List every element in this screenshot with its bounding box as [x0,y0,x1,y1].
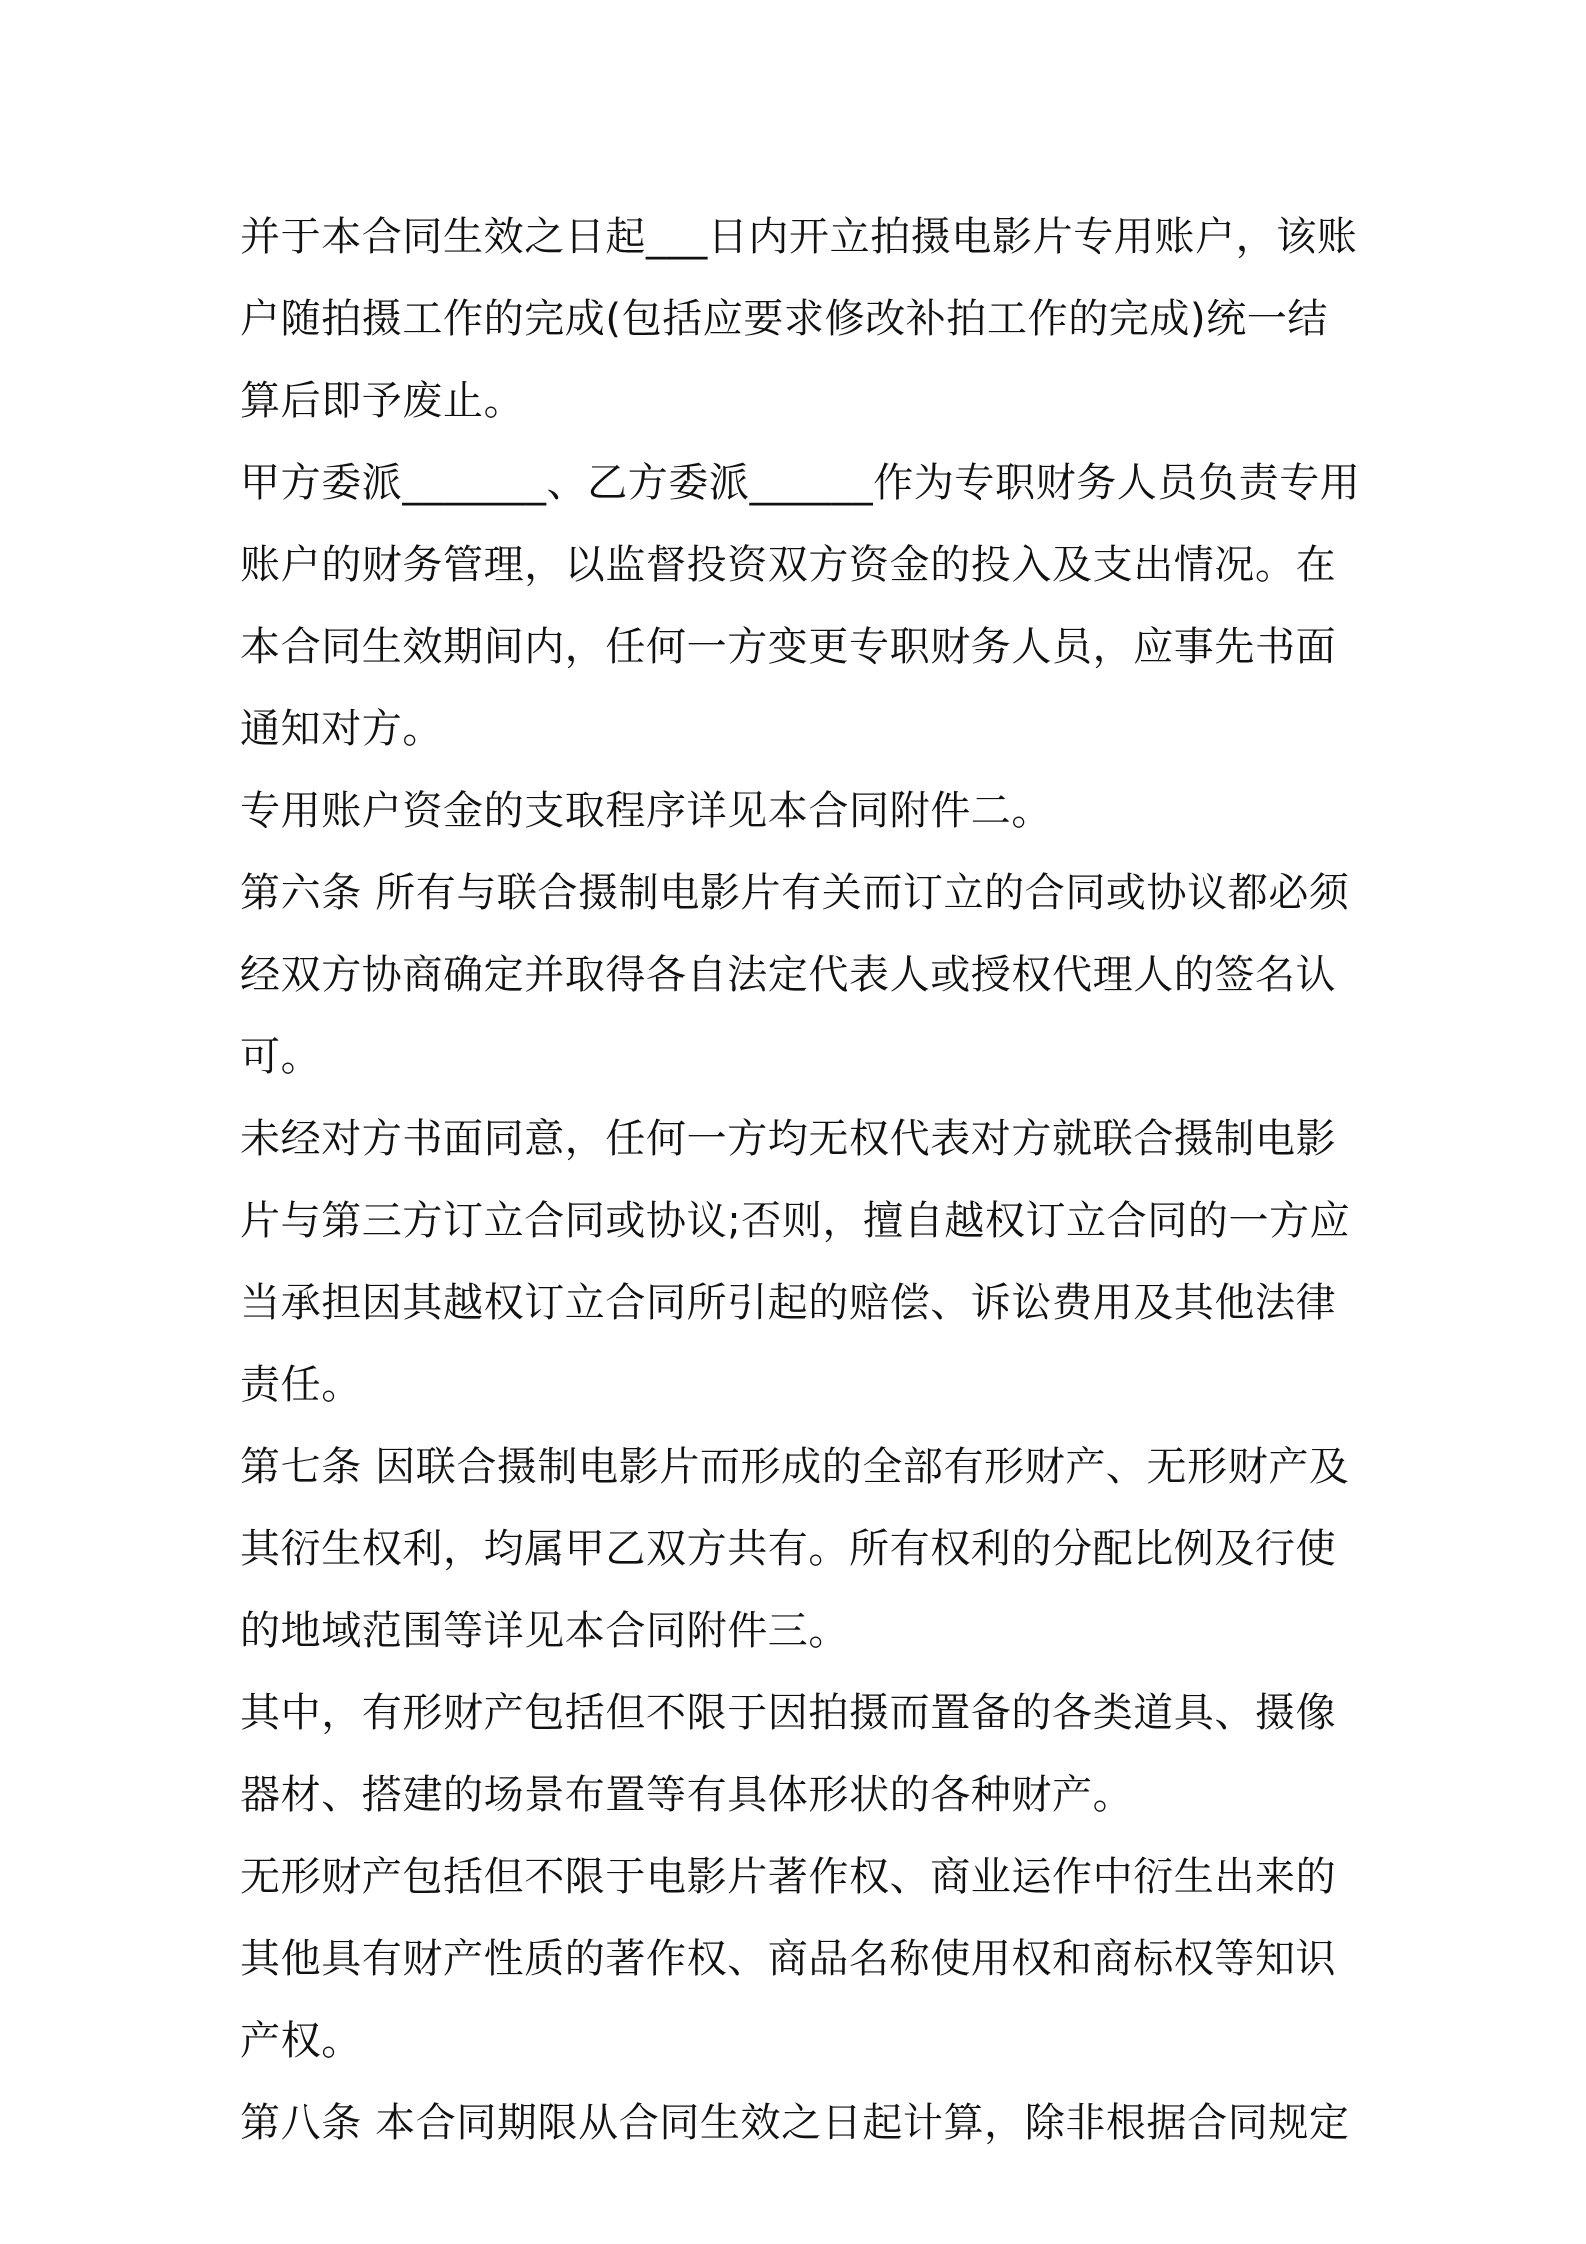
paragraph-intangible-property: 无形财产包括但不限于电影片著作权、商业运作中衍生出来的其他具有财产性质的著作权、商品名称使用权和商标权等知识产权。 [240,1854,1337,2064]
document-body [240,196,1366,2164]
paragraph-tangible-property: 其中，有形财产包括但不限于因拍摄而置备的各类道具、摄像器材、搭建的场景布置等有具体形状的各种财产。 [240,1690,1337,1818]
paragraph-withdrawal-procedure: 专用账户资金的支取程序详见本合同附件二。 [240,788,1052,834]
paragraph-article-7: 第七条 因联合摄制电影片而形成的全部有形财产、无形财产及其衍生权利，均属甲乙双方共有。所有权利的分配比例及行使的地域范围等详见本合同附件三。 [240,1444,1350,1654]
paragraph-finance-staff: 甲方委派_______、乙方委派______作为专职财务人员负责专用账户的财务管理，以监督投资双方资金的投入及支出情况。在本合同生效期间内，任何一方变更专职财务人员，应事先书面通知对方。 [240,460,1361,752]
paragraph-unauthorized-contracts: 未经对方书面同意，任何一方均无权代表对方就联合摄制电影片与第三方订立合同或协议;否则，擅自越权订立合同的一方应当承担因其越权订立合同所引起的赔偿、诉讼费用及其他法律责任。 [240,1116,1351,1408]
paragraph-article-8: 第八条 本合同期限从合同生效之日起计算，除非根据合同规定 [240,2100,1350,2146]
paragraph-account-opening: 并于本合同生效之日起___日内开立拍摄电影片专用账户，该账户随拍摄工作的完成(包括应要求修改补拍工作的完成)统一结算后即予废止。 [240,214,1358,424]
paragraph-article-6: 第六条 所有与联合摄制电影片有关而订立的合同或协议都必须经双方协商确定并取得各自法定代表人或授权代理人的签名认可。 [240,870,1350,1080]
